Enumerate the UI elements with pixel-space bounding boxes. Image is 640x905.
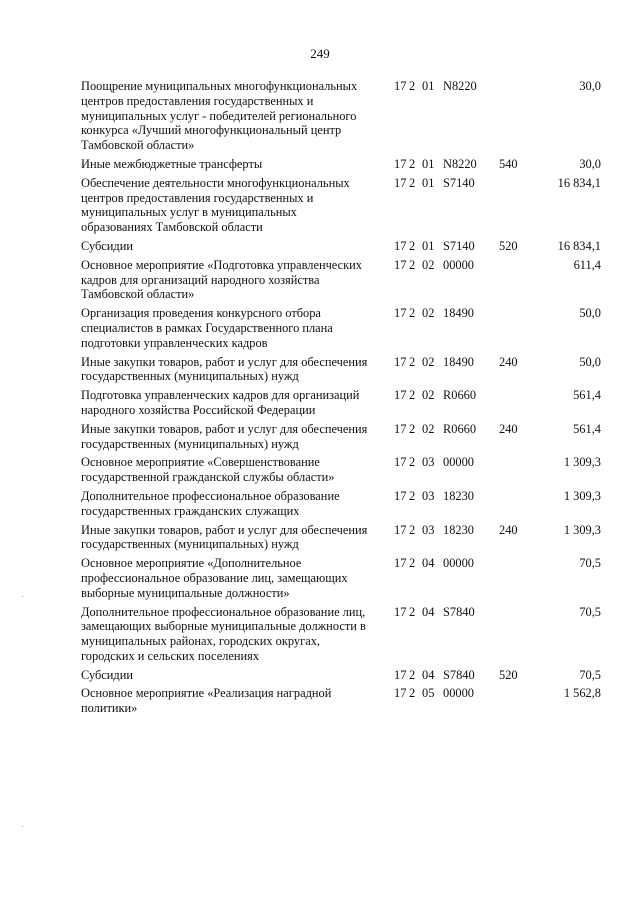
- amount-value: 70,5: [579, 667, 601, 682]
- direction-code: 18230: [443, 522, 474, 537]
- direction-code: 18230: [443, 488, 474, 503]
- expense-type-code: 540: [499, 156, 518, 171]
- amount-value: 611,4: [573, 257, 601, 272]
- amount-value: 30,0: [579, 79, 601, 93]
- program-code: 17: [394, 556, 407, 571]
- activity-code: 02: [422, 388, 435, 403]
- row-description: Подготовка управленческих кадров для организаций народного хозяйства Российской Федерации: [81, 388, 360, 417]
- direction-code: R0660: [443, 388, 477, 403]
- direction-code: 18490: [443, 354, 474, 369]
- program-code: 17: [394, 686, 407, 701]
- subprogram-code: 2: [409, 556, 416, 571]
- row-description: Субсидии: [81, 667, 133, 682]
- subprogram-code: 2: [409, 667, 416, 682]
- margin-mark: [22, 826, 23, 827]
- activity-code: 01: [422, 79, 435, 93]
- subprogram-code: 2: [409, 354, 416, 369]
- direction-code: 00000: [443, 257, 474, 272]
- subprogram-code: 2: [409, 175, 416, 190]
- table-row: [81, 489, 601, 519]
- table-row: [81, 686, 601, 716]
- row-description: Иные межбюджетные трансферты: [81, 156, 263, 171]
- program-code: 17: [394, 522, 407, 537]
- table-row: [81, 239, 601, 254]
- activity-code: 03: [422, 522, 435, 537]
- activity-code: 02: [422, 306, 435, 321]
- row-description: Иные закупки товаров, работ и услуг для обеспечения государственных (муниципальных) нужд: [81, 522, 368, 552]
- subprogram-code: 2: [409, 421, 416, 436]
- expense-type-code: 240: [499, 522, 518, 537]
- table-row: [81, 523, 601, 553]
- program-code: 17: [394, 604, 407, 619]
- direction-code: 00000: [443, 686, 474, 701]
- program-code: 17: [394, 667, 407, 682]
- activity-code: 04: [422, 556, 435, 571]
- activity-code: 02: [422, 354, 435, 369]
- amount-value: 30,0: [579, 156, 601, 171]
- activity-code: 01: [422, 238, 435, 253]
- amount-value: 1 562,8: [563, 686, 601, 701]
- subprogram-code: 2: [409, 388, 416, 403]
- row-description: Основное мероприятие «Реализация наградной политики»: [81, 686, 332, 716]
- table-row: [81, 157, 601, 172]
- row-description: Субсидии: [81, 238, 133, 253]
- page-number: 249: [310, 46, 330, 61]
- activity-code: 02: [422, 257, 435, 272]
- expense-type-code: 520: [499, 667, 518, 682]
- subprogram-code: 2: [409, 156, 416, 171]
- row-description: Организация проведения конкурсного отбора специалистов в рамках Государственного плана подготовки управленческих кадров: [81, 306, 333, 350]
- table-row: [81, 79, 601, 153]
- table-row: [81, 605, 601, 664]
- amount-value: 50,0: [579, 306, 601, 321]
- activity-code: 04: [422, 604, 435, 619]
- table-row: [81, 668, 601, 683]
- direction-code: N8220: [443, 79, 477, 93]
- activity-code: 05: [422, 686, 435, 701]
- program-code: 17: [394, 79, 407, 93]
- subprogram-code: 2: [409, 488, 416, 503]
- subprogram-code: 2: [409, 455, 416, 470]
- table-row: [81, 422, 601, 452]
- direction-code: 18490: [443, 306, 474, 321]
- activity-code: 03: [422, 455, 435, 470]
- activity-code: 04: [422, 667, 435, 682]
- row-description: Обеспечение деятельности многофункциональных центров предоставления государственных и муниципальных услуг в муниципальных образованиях Тамбовской области: [81, 175, 350, 235]
- direction-code: N8220: [443, 156, 477, 171]
- amount-value: 70,5: [579, 556, 601, 571]
- direction-code: S7840: [443, 667, 475, 682]
- amount-value: 70,5: [579, 604, 601, 619]
- amount-value: 16 834,1: [557, 175, 601, 190]
- direction-code: 00000: [443, 455, 474, 470]
- subprogram-code: 2: [409, 522, 416, 537]
- amount-value: 16 834,1: [557, 238, 601, 253]
- program-code: 17: [394, 306, 407, 321]
- direction-code: S7140: [443, 175, 475, 190]
- program-code: 17: [394, 421, 407, 436]
- table-row: [81, 306, 601, 350]
- table-row: [81, 455, 601, 485]
- expense-type-code: 240: [499, 354, 518, 369]
- activity-code: 02: [422, 421, 435, 436]
- row-description: Поощрение муниципальных многофункциональных центров предоставления государственных и муниципальных услуг - победителей регионального конкурса «Лучший многофункциональный центр Тамбовской области»: [81, 79, 358, 153]
- program-code: 17: [394, 175, 407, 190]
- table-row: [81, 176, 601, 235]
- activity-code: 03: [422, 488, 435, 503]
- table-row: [81, 556, 601, 600]
- program-code: 17: [394, 354, 407, 369]
- row-description: Дополнительное профессиональное образование государственных гражданских служащих: [81, 488, 340, 518]
- activity-code: 01: [422, 156, 435, 171]
- table-row: [81, 388, 601, 418]
- subprogram-code: 2: [409, 604, 416, 619]
- row-description: Дополнительное профессиональное образование лиц, замещающих выборные муниципальные должности в муниципальных районах, городских округах, городских и сельских поселениях: [81, 604, 366, 663]
- program-code: 17: [394, 455, 407, 470]
- table-row: [81, 258, 601, 302]
- row-description: Иные закупки товаров, работ и услуг для обеспечения государственных (муниципальных) нужд: [81, 354, 368, 384]
- subprogram-code: 2: [409, 79, 416, 93]
- subprogram-code: 2: [409, 257, 416, 272]
- direction-code: R0660: [443, 421, 477, 436]
- budget-table: [81, 79, 601, 720]
- amount-value: 1 309,3: [563, 488, 601, 503]
- expense-type-code: 520: [499, 238, 518, 253]
- direction-code: 00000: [443, 556, 474, 571]
- row-description: Иные закупки товаров, работ и услуг для обеспечения государственных (муниципальных) нужд: [81, 421, 368, 451]
- subprogram-code: 2: [409, 306, 416, 321]
- program-code: 17: [394, 156, 407, 171]
- amount-value: 561,4: [573, 421, 601, 436]
- amount-value: 1 309,3: [563, 455, 601, 470]
- activity-code: 01: [422, 175, 435, 190]
- amount-value: 50,0: [579, 354, 601, 369]
- margin-mark: [22, 596, 23, 597]
- program-code: 17: [394, 388, 407, 403]
- subprogram-code: 2: [409, 238, 416, 253]
- direction-code: S7140: [443, 238, 475, 253]
- program-code: 17: [394, 257, 407, 272]
- program-code: 17: [394, 488, 407, 503]
- row-description: Основное мероприятие «Совершенствование государственной гражданской службы области»: [81, 455, 335, 485]
- subprogram-code: 2: [409, 686, 416, 701]
- expense-type-code: 240: [499, 421, 518, 436]
- amount-value: 1 309,3: [563, 522, 601, 537]
- direction-code: S7840: [443, 604, 475, 619]
- table-row: [81, 355, 601, 385]
- amount-value: 561,4: [573, 388, 601, 403]
- row-description: Основное мероприятие «Подготовка управленческих кадров для организаций народного хозяйства Тамбовской области»: [81, 257, 362, 302]
- program-code: 17: [394, 238, 407, 253]
- row-description: Основное мероприятие «Дополнительное профессиональное образование лиц, замещающих выборные муниципальные должности»: [81, 556, 348, 600]
